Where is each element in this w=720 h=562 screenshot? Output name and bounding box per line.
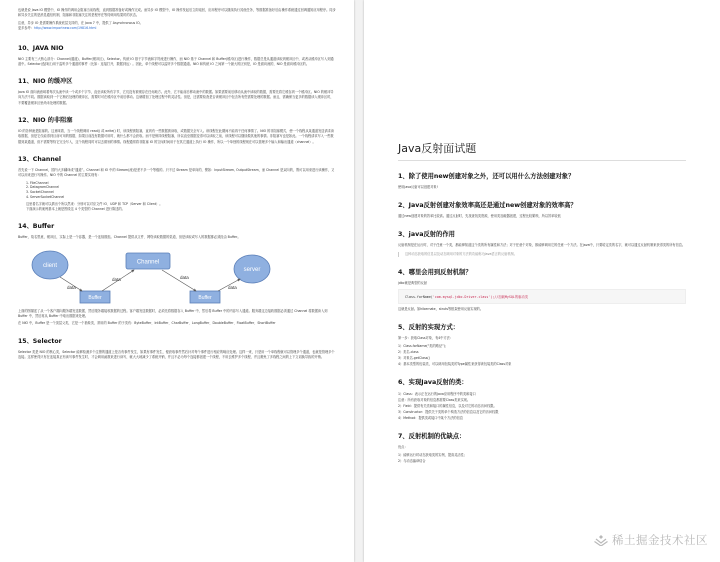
section-heading-nio-nonblocking: 12、NIO 的非阻塞 bbox=[18, 117, 73, 125]
section-heading-selector: 15、Selector bbox=[18, 337, 62, 345]
list-item: 4. ServerSocketChannel bbox=[26, 194, 65, 199]
title-divider bbox=[398, 160, 686, 161]
juejin-logo-icon bbox=[594, 534, 608, 546]
list-item: 1）Class：表示正在运行的Java应用程序中的类和接口 bbox=[398, 392, 476, 396]
question-answer: 反射机制是在运行时，对于任意一个类，都能够知道这个类的所有属性和方法；对于任意个对象，都能够调用它的任意一个方法。在java中，只要给定类的名字，就可以通过反射机制来获得类的所有信息。 bbox=[398, 243, 686, 247]
data-label: data bbox=[180, 274, 189, 280]
section-paragraph: 首先说一下 Channel，国内大多翻译成“通道”。Channel 和 IO 中的 Stream(流)是差不多一个等级的。只不过 Stream 是单向的，譬如：InputStream, OutputStream，而 Channel 是双向的，既可以用来进行读操作，又可以用来进行写操作。NIO 中的 Channel 的主要实现有： bbox=[18, 167, 335, 178]
question-answer: 第一步：获取Class对象，有4中方法： bbox=[398, 336, 454, 340]
list-item: 2）与动态编译结合 bbox=[398, 459, 426, 463]
data-label: data bbox=[112, 276, 121, 282]
section-heading-nio-buffer: 11、NIO 的缓冲区 bbox=[18, 78, 73, 86]
answer-list bbox=[398, 452, 686, 464]
section-paragraph: 在 NIO 中，Buffer 是一个顶层父类，它是一个抽象类，常用的 Buffer 的子类有：ByteBuffer、IntBuffer、CharBuffer、LongBuffer、DoubleBuffer、FloatBuffer、ShortBuffer bbox=[18, 321, 276, 326]
watermark bbox=[594, 532, 708, 548]
list-item: 3. SocketChannel bbox=[26, 190, 54, 195]
section-heading-buffer: 14、Buffer bbox=[18, 223, 55, 231]
intro-paragraph: 也就是说 Java IO 模型中，IO 操作的调用会阻塞当前线程，直到数据准备好或操作完成。而异步 IO 模型中，IO 操作发起后立即返回，应用程序可以继续执行其他任务，等数据准备好后由操作系统通过回调通知应用程序。同步和异步关注的是消息通信机制，阻塞和非阻塞关注的是程序在等待调用结果时的状态。 bbox=[18, 8, 336, 18]
code-comment: );//加载MySQL的驱动类 bbox=[490, 295, 529, 299]
list-item: 4）Method：提供类或接口中某个方法的信息 bbox=[398, 416, 463, 420]
quote-block: 这种动态获取的信息以及动态调用对象的方法的功能称为Java语言的反射机制。 bbox=[398, 252, 686, 257]
intro-note: 注意，异步 IO 是需要操作系统底层支持的，在 Java 7 中，提供了 Asynchronous IO。 bbox=[18, 20, 143, 25]
section-heading-nio: 10、JAVA NIO bbox=[18, 44, 64, 52]
code-prefix: Class.forName( bbox=[405, 295, 433, 299]
question-heading: 4、哪里会用到反射机制？ bbox=[398, 269, 472, 276]
server-label: server bbox=[243, 266, 261, 273]
section-paragraph: Java IO 面向流意味着每次从流中读一个或多个字节，直至读取所有字节，它们没有被缓存在任何地方。此外，它不能前后移动流中的数据。如果需要前后移动从流中读取的数据，需要先将它缓存到一个缓冲区。NIO 的缓冲导向方法不同。数据读取到一个它稍后处理的缓冲区，需要时可在缓冲区中前后移动。这就增加了处理过程中的灵活性。但是，还需要检查是否该缓冲区中包含所有您需要处理的数据。而且，需确保当更多的数据读入缓冲区时，不要覆盖缓冲区里尚未处理的数据。 bbox=[18, 90, 334, 105]
section-paragraph: NIO 主要有三大核心部分：Channel(通道)，Buffer(缓冲区)，Selector。传统 IO 基于字节流和字符流进行操作，而 NIO 基于 Channel 和 Buffer(缓冲区)进行操作，数据总是从通道读取到缓冲区中，或者从缓冲区写入到通道中。Selector(选择区)用于监听多个通道的事件（比如：连接打开，数据到达）。因此，单个线程可以监听多个数据通道。NIO 和传统 IO 之间第一个最大的区别是，IO 是面向流的，NIO 是面向缓冲区的。 bbox=[18, 56, 334, 66]
left-document-page bbox=[0, 0, 354, 562]
list-item: 1. FileChannel bbox=[26, 180, 49, 185]
more-reference bbox=[18, 26, 336, 31]
section-paragraph: 下面演示的案例基本上就是围绕这 4 个类型的 Channel 进行陈述的。 bbox=[26, 207, 125, 212]
question-heading: 2、Java反射创建对象效率高还是通过new创建对象的效率高？ bbox=[398, 202, 577, 209]
list-item: 2）类名.class bbox=[398, 350, 419, 354]
answer-list bbox=[398, 343, 686, 367]
watermark-text: 稀土掘金技术社区 bbox=[612, 533, 708, 547]
section-paragraph: 这里看名字就可以猜出个所以然来：分别可以对应文件 IO、UDP 和 TCP（Server 和 Client）。 bbox=[26, 201, 163, 206]
list-item: 2）Field：提供有关类和接口的属性信息，以及对它的动态访问权限。 bbox=[398, 404, 497, 408]
right-document-page bbox=[364, 0, 720, 562]
more-reference-label: 更多参考： bbox=[18, 25, 34, 30]
client-buffer-label: Buffer bbox=[88, 294, 102, 301]
question-answer: jdbc就是典型的反射 bbox=[398, 281, 427, 285]
more-reference-link[interactable]: http://www.importnew.com/19816.html bbox=[33, 25, 97, 30]
list-item: 1）能够运行时动态获取类的实例，提高灵活性； bbox=[398, 453, 467, 457]
page-title: Java反射面试题 bbox=[398, 142, 477, 155]
arrow-channel-to-buffer bbox=[162, 270, 196, 291]
question-answer: 使用Java反射可以创建对象! bbox=[398, 185, 438, 189]
section-paragraph: Selector 类是 NIO 的核心类，Selector 能够检测多个注册的通道上是否有事件发生，如果有事件发生，便获取事件然后针对每个事件进行相应的响应处理。这样一来，只是用一个单线程就可以管理多个通道，也就是管理多个连接。这样使得只有在连接真正有读写事件发生时，才会调用函数来进行读写，就大大地减少了系统开销，并且不必为每个连接都创建一个线程，不用去维护多个线程，并且避免了多线程之间的上下文切换导致的开销。 bbox=[18, 349, 335, 359]
data-label: data bbox=[228, 284, 237, 290]
section-paragraph: 上面的图描述了从一个客户端向服务端发送数据，然后服务端接收数据的过程。客户端发送数据时，必须先将数据存入 Buffer 中，然后将 Buffer 中的内容写入通道。服务端这边接收数据必须通过 Channel 将数据读入到 Buffer 中，然后再从 Buffer 中取出数据来处理。 bbox=[18, 308, 328, 318]
channel-label: Channel bbox=[136, 259, 160, 266]
question-answer: 这就是反射。如hibernate，struts等框架使用反射实现的。 bbox=[398, 307, 484, 311]
question-heading: 7、反射机制的优缺点： bbox=[398, 433, 466, 440]
answer-list bbox=[398, 391, 686, 421]
section-heading-channel: 13、Channel bbox=[18, 155, 62, 163]
list-item: 注意：所有获取对象的信息都需要Class类来实现。 bbox=[398, 398, 471, 402]
section-paragraph: IO 的各种流是阻塞的。这意味着，当一个线程调用 read() 或 write() 时，该线程被阻塞，直到有一些数据被读取，或数据完全写入。该线程在此期间不能再干任何事情了。NIO 的非阻塞模式，使一个线程从某通道发送请求读取数据，但是它仅能得到目前可用的数据，如果目前没有数据可用时，就什么都不会获取。而不是保持线程阻塞，所以直至数据变得可以读取之前，该线程可以继续做其他的事情。非阻塞写也是如此。一个线程请求写入一些数据到某通道，但不需要等待它完全写入，这个线程同时可以去做别的事情。线程通常将非阻塞 IO 的空闲时间用于在其它通道上执行 IO 操作，所以一个单独的线程现在可以管理多个输入和输出通道（channel）。 bbox=[18, 129, 335, 144]
buffer-diagram bbox=[30, 245, 290, 307]
channel-list bbox=[26, 181, 336, 200]
question-heading: 3、java反射的作用 bbox=[398, 231, 455, 238]
question-answer: 优点： bbox=[398, 445, 408, 449]
list-item: 4）基本类型的包装类，可以调用包装类的Type属性来获得该包装类的Class对象 bbox=[398, 362, 512, 366]
server-buffer-label: Buffer bbox=[198, 294, 212, 301]
code-block bbox=[398, 289, 686, 304]
list-item: 1）Class.forName(“类的路径”)； bbox=[398, 344, 449, 348]
question-heading: 6、实现Java反射的类： bbox=[398, 379, 468, 386]
code-string: 'com.mysql.jdbc.Driver.class' bbox=[432, 295, 491, 299]
list-item: 2. DatagramChannel bbox=[26, 185, 60, 190]
list-item: 3）Constructor：提供关于类的单个构造方法的信息以及它的访问权限 bbox=[398, 410, 499, 414]
section-paragraph: Buffer，故名思意，缓冲区，实际上是一个容器，是一个连续数组。Channel 提供从文件、网络读取数据的渠道，但是读取或写入的数据都必须经由 Buffer。 bbox=[18, 235, 241, 240]
question-heading: 1、除了使用new创建对象之外，还可以用什么方法创建对象？ bbox=[398, 173, 575, 180]
question-heading: 5、反射的实现方式： bbox=[398, 324, 460, 331]
data-label: data bbox=[67, 284, 76, 290]
question-answer: 通过new创建对象的效率比较高。通过反射时，先找查找类资源，使用类加载器创建，过程比较繁琐，所以效率较低 bbox=[398, 214, 561, 218]
client-label: client bbox=[42, 262, 58, 269]
list-item: 3）对象名.getClass() bbox=[398, 356, 430, 360]
